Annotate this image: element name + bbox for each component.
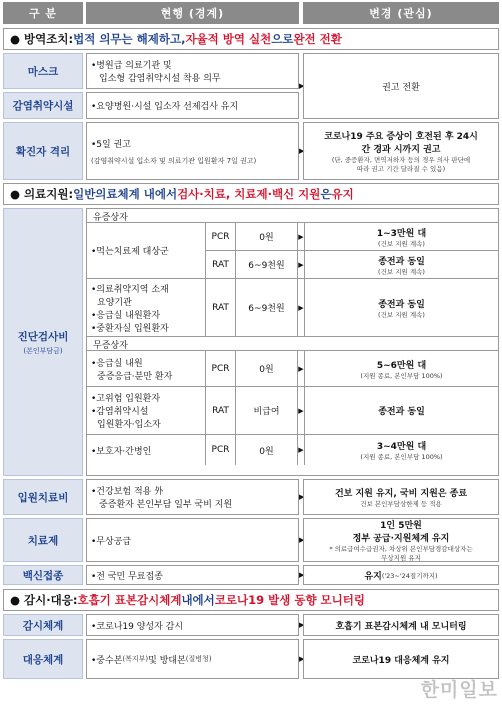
section-label: 감시·대응 — [24, 593, 73, 607]
chg-v-sub: ('23~'24절기까지) — [381, 571, 438, 580]
chg-medicine — [303, 518, 499, 562]
section-label: 방역조치 — [24, 32, 69, 46]
section-quarantine-title — [3, 28, 499, 50]
header-change: 변경 (관심) — [303, 2, 499, 24]
cat-quarantine: 확진자 격리 — [3, 122, 83, 180]
chg-quarantine — [303, 122, 499, 180]
cur-mask-line1: •병원급 의료기관 및 — [91, 61, 172, 71]
arrow-icon: ▶ — [297, 387, 304, 434]
diag-r4-chg-main: 종전과 동일 — [378, 407, 425, 417]
diag-r3-chg — [304, 351, 498, 386]
arrow-icon: ▶ — [297, 279, 304, 336]
bullet-icon: ● — [10, 32, 21, 46]
diag-r5-type: PCR — [205, 435, 235, 465]
row-hospital — [3, 479, 499, 515]
chg-h-line2: 건보 본인부담상한제 등 적용 — [360, 500, 442, 508]
chg-vaccine — [303, 565, 499, 585]
cur-q-line2: (감염취약시설 입소자 및 의료기관 입원환자 7일 권고) — [91, 156, 257, 165]
watermark-logo: 한미일보 — [420, 679, 498, 701]
diag-r1-item: •먹는치료제 대상군 — [91, 247, 169, 257]
section-highlight: 유지 — [331, 187, 354, 201]
bullet-icon: ● — [10, 187, 21, 201]
chg-m-line4: 무상지원 유지 — [381, 554, 421, 562]
section-highlight: 호흡기 표본감시체계 — [77, 593, 182, 607]
diag-r3-item1: •응급실 내원 — [91, 358, 143, 369]
diag-r2-chg — [304, 279, 498, 336]
cat-vaccine: 백신접종 — [3, 565, 83, 585]
chg-v-main: 유지 — [364, 571, 382, 582]
diag-r4-item1: •고위험 입원환자 — [91, 394, 161, 404]
section-monitoring-title — [3, 589, 499, 611]
diag-row-5 — [87, 435, 498, 465]
bullet-icon: ● — [10, 593, 21, 607]
table-header — [3, 2, 499, 24]
row-response — [3, 639, 499, 679]
diag-r3-chg-main: 5~6만원 대 — [376, 360, 427, 371]
section-text: 은 — [320, 187, 332, 201]
cur-mask — [86, 53, 299, 89]
cur-monitor: •코로나19 양성자 감시 — [86, 614, 299, 636]
chg-m-line3: * 의료급여수급권자, 차상위 본인부담경감대상자는 — [329, 545, 473, 553]
chg-q-line1: 코로나19 주요 증상이 호전된 후 24시 — [324, 132, 478, 142]
section-text: 내에서 — [181, 593, 215, 607]
arrow-icon: ▶ — [299, 621, 305, 629]
diag-r2-item4: •중환자실 입원환자 — [91, 323, 169, 334]
diag-r3-item2: 중증응급·분만 환자 — [97, 371, 173, 382]
cat-response: 대응체계 — [3, 639, 83, 679]
section-highlight: 코로나19 발생 동향 모니터링 — [214, 593, 365, 607]
diagnosis-grid — [86, 208, 499, 476]
diag-r2-item1: •의료취약지역 소재 — [91, 284, 169, 295]
cat-vuln: 감염취약시설 — [3, 92, 83, 119]
diag-r4-type: RAT — [205, 387, 235, 434]
diag-r2-type: RAT — [205, 279, 235, 336]
arrow-icon: ▶ — [299, 571, 305, 579]
diag-row-3 — [87, 351, 498, 387]
header-category: 구 분 — [3, 2, 83, 24]
chg-h-line1: 건보 지원 유지, 국비 지원은 종료 — [334, 489, 468, 499]
section-highlight: 자율적 방역 실천 — [185, 32, 272, 46]
cur-h-line2: 중증환자 본인부담 일부 국비 지원 — [99, 500, 233, 510]
diag-r5-chg-sub: (지원 종료, 본인부담 100%) — [360, 453, 443, 461]
chg-hospital — [303, 479, 499, 515]
cur-r-part1-sub: (복지부) — [122, 655, 149, 663]
cur-vaccine: •전 국민 무료접종 — [86, 565, 299, 585]
diag-r1-price2: 6~9천원 — [235, 251, 297, 278]
arrow-icon: ▶ — [297, 351, 304, 386]
chg-mon-text: 호흡기 표본감시체계 내 모니터링 — [335, 621, 467, 632]
diag-row-4 — [87, 387, 498, 435]
diag-r4-item2: •감염취약시설 — [91, 407, 149, 417]
cur-response — [86, 639, 299, 679]
diag-r4-price: 비급여 — [235, 387, 297, 434]
diag-r3-chg-sub: (지원 종료, 본인부담 100%) — [360, 371, 443, 380]
chg-q-line2: 간 경과 시까지 권고 — [361, 145, 441, 155]
cur-mask-line2: 입소형 감염취약시설 착용 의무 — [99, 74, 221, 84]
arrow-icon: ▶ — [299, 655, 305, 663]
row-vaccine — [3, 565, 499, 585]
diag-r1-price1: 0원 — [235, 223, 297, 250]
policy-table — [3, 2, 499, 682]
header-current: 현행 (경계) — [86, 2, 299, 24]
symptomatic-header: 유증상자 — [87, 209, 498, 223]
diag-r3-items — [87, 351, 205, 386]
cat-medicine: 치료제 — [3, 518, 83, 562]
section-sep: : — [68, 187, 74, 201]
diag-r4-chg — [304, 387, 498, 434]
diag-r4-item3: 입원환자·입소자 — [97, 420, 161, 430]
chg-response — [303, 639, 499, 679]
chg-q-line3: (단, 중증환자, 면역저하자 등의 경우 의사 판단에 — [331, 156, 471, 164]
arrow-icon: ▶ — [297, 251, 304, 278]
cur-r-part2: 및 방대본 — [148, 655, 186, 666]
row-diagnosis — [3, 208, 499, 476]
cur-r-part2-sub: (질병청) — [185, 655, 212, 663]
cur-q-line1: •5일 권고 — [91, 139, 131, 150]
diag-r2-chg-sub: (건보 지원 계속) — [378, 310, 425, 319]
section-text: 일반의료체계 내에서 — [73, 187, 178, 201]
diag-row-2 — [87, 279, 498, 337]
diag-r5-chg-main: 3~4만원 대 — [376, 442, 427, 452]
section-label: 의료지원 — [24, 187, 69, 201]
cat-mask: 마스크 — [3, 53, 83, 89]
section-highlight: 완전 전환 — [293, 32, 342, 46]
row-quarantine — [3, 122, 499, 180]
cat-monitor: 감시체계 — [3, 614, 83, 636]
chg-mask — [303, 53, 499, 119]
chg-m-line1: 1인 5만원 — [380, 521, 422, 531]
cur-medicine: •무상공급 — [86, 518, 299, 562]
diag-r1-chg2 — [304, 251, 498, 278]
arrow-icon: ▶ — [297, 223, 304, 250]
diag-r4-items — [87, 387, 205, 434]
diag-r2-items — [87, 279, 205, 336]
chg-mask-text: 권고 전환 — [382, 82, 420, 93]
arrow-icon: ▶ — [297, 435, 304, 465]
arrow-icon: ▶ — [299, 147, 305, 155]
chg-monitor — [303, 614, 499, 636]
diag-row-1 — [87, 223, 498, 279]
cur-hospital — [86, 479, 299, 515]
chg-r-text: 코로나19 대응체계 유지 — [352, 655, 450, 666]
diag-r5-item: •보호자·간병인 — [91, 446, 152, 457]
cur-r-part1: •중수본 — [91, 655, 123, 666]
diag-r3-price: 0원 — [235, 351, 297, 386]
diag-r3-type: PCR — [205, 351, 235, 386]
cur-quarantine — [86, 122, 299, 180]
cat-diagnosis — [3, 208, 83, 476]
cat-hospital: 입원치료비 — [3, 479, 83, 515]
chg-m-line2: 정부 공급·지원체계 유지 — [352, 534, 450, 544]
asymptomatic-header: 무증상자 — [87, 337, 498, 351]
row-monitor — [3, 614, 499, 636]
section-text: 으로 — [271, 32, 294, 46]
cur-h-line1: •건강보험 적용 外 — [91, 487, 164, 497]
section-text: 법적 의무는 해제하고, — [73, 32, 186, 46]
cat-diagnosis-label: 진단검사비 — [17, 330, 69, 343]
section-sep: : — [68, 32, 74, 46]
diag-r1-chg1 — [304, 223, 498, 250]
diag-r2-price: 6~9천원 — [235, 279, 297, 336]
chg-q-line4: 따라 권고 기간 달라질 수 있음) — [356, 165, 446, 173]
diag-r2-chg-main: 종전과 동일 — [378, 299, 425, 310]
row-mask-group — [3, 53, 499, 119]
diag-r1-chg1-sub: (건보 지원 계속) — [378, 239, 425, 248]
arrow-icon: ▶ — [299, 493, 305, 501]
section-highlight: 검사·치료, 치료제·백신 지원 — [177, 187, 321, 201]
section-medical-title — [3, 183, 499, 205]
arrow-icon: ▶ — [299, 536, 305, 544]
arrow-icon: ▶ — [299, 82, 305, 90]
diag-r2-item2: 요양기관 — [97, 297, 132, 308]
section-sep: : — [72, 593, 78, 607]
cat-diagnosis-sub: (본인부담금) — [23, 346, 63, 355]
diag-r5-price: 0원 — [235, 435, 297, 465]
cur-vuln: •요양병원·시설 입소자 선제검사 유지 — [86, 92, 299, 119]
diag-r1-chg1-main: 1~3만원 대 — [376, 228, 427, 239]
diag-r1-chg2-sub: (건보 지원 계속) — [378, 267, 425, 276]
diag-r2-item3: •응급실 내원환자 — [91, 310, 161, 321]
row-medicine — [3, 518, 499, 562]
diag-r5-chg — [304, 435, 498, 465]
diag-r1-chg2-main: 종전과 동일 — [378, 256, 425, 267]
diag-r1-type2: RAT — [205, 251, 235, 278]
diag-r1-type1: PCR — [205, 223, 235, 250]
